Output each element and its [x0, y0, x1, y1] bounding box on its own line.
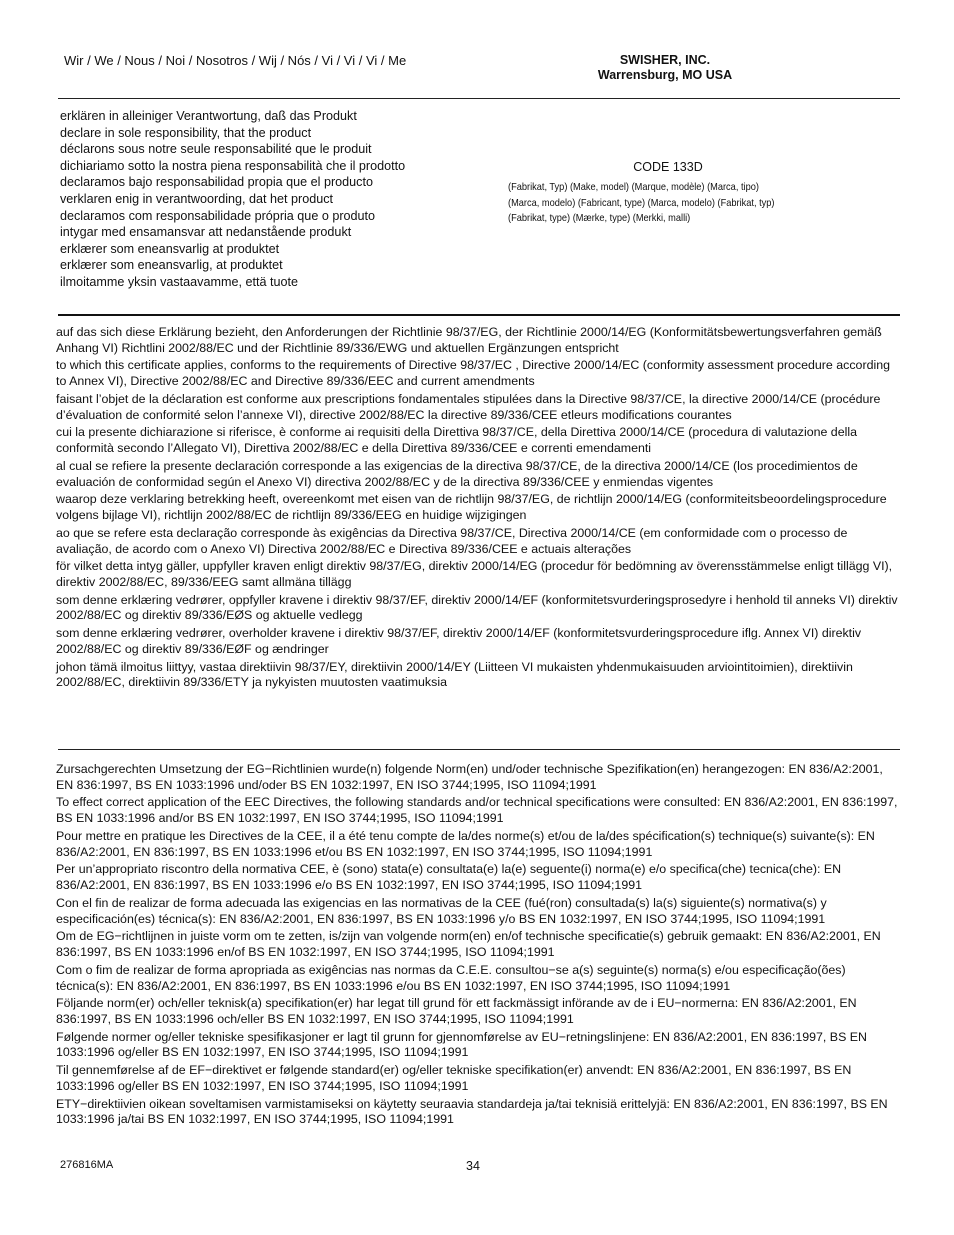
product-code-block — [508, 160, 828, 227]
conformity-statement: auf das sich diese Erklärung bezieht, den Anforderungen der Richtlinie 98/37/EG, der Richtlinie 2000/14/EG (Konformitätsbewertungsverfahren gemäß Anhang VI) Richtlini 2002/88/EC und der Richtlinie 89/336/EWG und aktuellen Ergänzungen entspricht — [56, 325, 882, 355]
standards-statement: Følgende normer og/eller tekniske spesifikasjoner er lagt til grunn for gjennomførelse av EU−retningslinjene: EN 836/A2:2001, EN 836:1997, BS EN 1033:1996 og/eller BS EN 1032:1997, EN ISO 3744;1995, ISO 11094;1991 — [56, 1029, 867, 1060]
declaration-line: erklären in alleiniger Verantwortung, daß das Produkt — [60, 109, 357, 123]
conformity-statement: för vilket detta intyg gäller, uppfyller kraven enligt direktiv 98/37/EG, direktiv 2000/14/EG (procedur för bedömning av överensstämmelse enligt tillägg VI), direktiv 2002/88/EC, 89/336/EEG samt allmäna tillägg — [56, 559, 893, 589]
standards-statement: Zursachgerechten Umsetzung der EG−Richtlinien wurde(n) folgende Norm(en) und/oder technische Spezifikation(en) herangezogen: EN 836/A2:2001, EN 836:1997, BS EN 1033:1996 und/oder BS EN 1032:1997, EN ISO 3744;1995, ISO 11094;1991 — [56, 762, 883, 792]
declaration-line: declaramos com responsabilidade própria que o produto — [60, 208, 376, 223]
standards-statement: To effect correct application of the EEC Directives, the following standards and/or technical specifications were consulted: EN 836/A2:2001, EN 836:1997, BS EN 1033:1996 and/or BS EN 1032:1997, EN ISO 3744;1995, ISO 11094;1991 — [56, 795, 898, 826]
conformity-statement: johon tämä ilmoitus liittyy, vastaa direktiivin 98/37/EY, direktiivin 2000/14/EY (Liitteen VI mukaisten yhdenmukaisuuden arviointitoimien), direktiivin 2002/88/EC, direktiivin 89/336/ETY ja nykyisten muutosten vaatimuksia — [56, 659, 853, 690]
divider-top — [58, 98, 900, 99]
type-labels — [508, 180, 851, 227]
conformity-section — [56, 325, 902, 693]
document-number: 276816MA — [60, 1159, 114, 1171]
page-number: 34 — [466, 1159, 480, 1173]
type-label-line: (Fabrikat, Typ) (Make, model) (Marque, modèle) (Marca, tipo) — [508, 181, 759, 193]
declaration-line: erklærer som eneansvarlig, at produktet — [60, 258, 283, 273]
declaration-line: erklærer som eneansvarlig at produktet — [60, 241, 280, 256]
type-label-line: (Marca, modelo) (Fabricant, type) (Marca, modelo) (Fabrikat, typ) — [508, 196, 775, 209]
conformity-statement: faisant l’objet de la déclaration est conforme aux prescriptions fondamentales stipulées dans la Directive 98/37/CE, la directive 2000/14/CE (procédure d’évaluation de conformité selon l’annexe VI), directive 2002/88/EC la directive 89/336/CEE etleurs modifications courantes — [56, 391, 881, 422]
declaration-line: ilmoitamme yksin vastaavamme, että tuote — [60, 274, 298, 289]
conformity-statement: cui la presente dichiarazione si riferisce, è conforme ai requisiti della Direttiva 98/37/CE, della Direttiva 2000/14/CE (procedura di valutazione della conformità secondo l’Allegato VI), Direttiva 2002/88/EC e della Direttiva 89/336/CEE e correnti emendamenti — [56, 425, 857, 456]
declarant-line: Wir / We / Nous / Noi / Nosotros / Wij / Nós / Vi / Vi / Vi / Me — [64, 53, 407, 68]
company-name: SWISHER, INC. — [619, 53, 711, 67]
conformity-statement: som denne erklæring vedrører, oppfyller kravene i direktiv 98/37/EF, direktiv 2000/14/EF (konformitetsvurderingsprosedyre i henhold til anneks VI) direktiv 2002/88/EC og direktiv 89/336/EØS og aktuelle vedlegg — [56, 592, 898, 623]
standards-statement: Per un’appropriato riscontro della normativa CEE, è (sono) stata(e) consultata(e) la(e) seguente(i) norma(e) e/o specifica(che) tecnica(che): EN 836/A2:2001, EN 836:1997, BS EN 1033:1996 e/o BS EN 1032:1997, EN ISO 3744;1995, ISO 11094;1991 — [56, 862, 842, 893]
declaration-lines — [60, 108, 405, 291]
standards-statement: Pour mettre en pratique les Directives de la CEE, il a été tenu compte de la/des norme(s) et/ou de la/des spécification(s) technique(s) suivante(s): EN 836/A2:2001, EN 836:1997, BS EN 1033:1996 et/ou BS EN 1032:1997, EN ISO 3744;1995, ISO 11094;1991 — [56, 828, 875, 859]
declaration-line: déclarons sous notre seule responsabilité que le produit — [60, 142, 372, 157]
product-code: CODE 133D — [633, 160, 703, 174]
declaration-line: declaramos bajo responsabilidad propia que el producto — [60, 175, 373, 190]
type-label-line: (Fabrikat, type) (Mærke, type) (Merkki, malli) — [508, 212, 691, 224]
conformity-statement: al cual se refiere la presente declaración corresponde a las exigencias de la directiva 98/37/CE, de la directiva 2000/14/CE (los procedimientos de evaluación de conformidad según el Anexo VI) directiva 2002/88/EC y de la directiva 89/336/CEE y enmiendas vigentes — [56, 458, 858, 489]
conformity-statement: to which this certificate applies, conforms to the requirements of Directive 98/37/EC , Directive 2000/14/EC (conformity assessment procedure according to Annex VI), Directive 2002/88/EC and Directive 89/336/EEC and current amendments — [56, 358, 890, 389]
standards-statement: Con el fin de realizar de forma adecuada las exigencias en las normativas de la CEE (fué(ron) consultada(s) la(s) siguiente(s) normativa(s) y especificación(es) técnica(s): EN 836/A2:2001, EN 836:1997, BS EN 1033:1996 y/o BS EN 1032:1997, EN ISO 3744;1995, ISO 11094;1991 — [56, 895, 827, 926]
declaration-line: verklaren enig in verantwoording, dat het product — [60, 191, 334, 206]
standards-section — [56, 762, 902, 1130]
declaration-line: dichiariamo sotto la nostra piena responsabilità che il prodotto — [60, 158, 406, 173]
divider-conformity — [58, 314, 900, 316]
conformity-statement: ao que se refere esta declaração corresponde às exigências da Directiva 98/37/CE, Directiva 2000/14/CE (em conformidade com o processo de avaliação, de acordo com o Anexo VI) Directiva 2002/88/EC e Directiva 89/336/CEE e actuais alterações — [56, 525, 848, 556]
declaration-line: declare in sole responsibility, that the product — [60, 125, 312, 140]
declaration-line: intygar med ensamansvar att nedanstående produkt — [60, 225, 352, 240]
conformity-statement: waarop deze verklaring betrekking heeft, overeenkomt met eisen van de richtlijn 98/37/EG, de richtlijn 2000/14/EG (conformiteitsbeoordelingsprocedure volgens bijlage VI), richtlijn 2002/88/EC de richtlijn 89/336/EEG en huidige wijzigingen — [56, 492, 887, 523]
company-location: Warrensburg, MO USA — [597, 68, 733, 82]
standards-statement: Com o fim de realizar de forma apropriada as exigências nas normas da C.E.E. consultou−se a(s) seguinte(s) norma(s) e/ou especificação(ões) técnica(s): EN 836/A2:2001, EN 836:1997, BS EN 1033:1996 e/ou BS EN 1032:1997, EN ISO 3744;1995, ISO 11094;1991 — [56, 962, 846, 993]
standards-statement: Til gennemførelse af de EF−direktivet er følgende standard(er) og/eller tekniske specifikation(er) anvendt: EN 836/A2:2001, EN 836:1997, BS EN 1033:1996 og/eller BS EN 1032:1997, EN ISO 3744;1995, ISO 11094;1991 — [56, 1063, 852, 1093]
standards-statement: Följande norm(er) och/eller teknisk(a) specifikation(er) har legat till grund för ett fackmässigt införande av de i EU−normerna: EN 836/A2:2001, EN 836:1997, BS EN 1033:1996 och/eller BS EN 1032:1997, EN ISO 3744;1995, ISO 11094;1991 — [56, 996, 857, 1026]
divider-standards — [58, 749, 900, 750]
standards-statement: Om de EG−richtlijnen in juiste vorm om te zetten, is/zijn van volgende norm(en) en/of technische specificatie(s) gebruik gemaakt: EN 836/A2:2001, EN 836:1997, BS EN 1033:1996 en/of BS EN 1032:1997, EN ISO 3744;1995, ISO 11094;1991 — [56, 929, 881, 960]
standards-statement: ETY−direktiivien oikean soveltamisen varmistamiseksi on käytetty seuraavia standardeja ja/tai teknisiä erittelyjä: EN 836/A2:2001, EN 836:1997, BS EN 1033:1996 ja/tai BS EN 1032:1997, EN ISO 3744;1995, ISO 11094;1991 — [56, 1096, 888, 1127]
company-block — [560, 53, 770, 83]
conformity-statement: som denne erklæring vedrører, overholder kravene i direktiv 98/37/EF, direktiv 2000/14/EF (konformitetsvurderingsprocedure iflg. Annex VI) direktiv 2002/88/EC og direktiv 89/336/EØF og ændringer — [56, 626, 862, 656]
